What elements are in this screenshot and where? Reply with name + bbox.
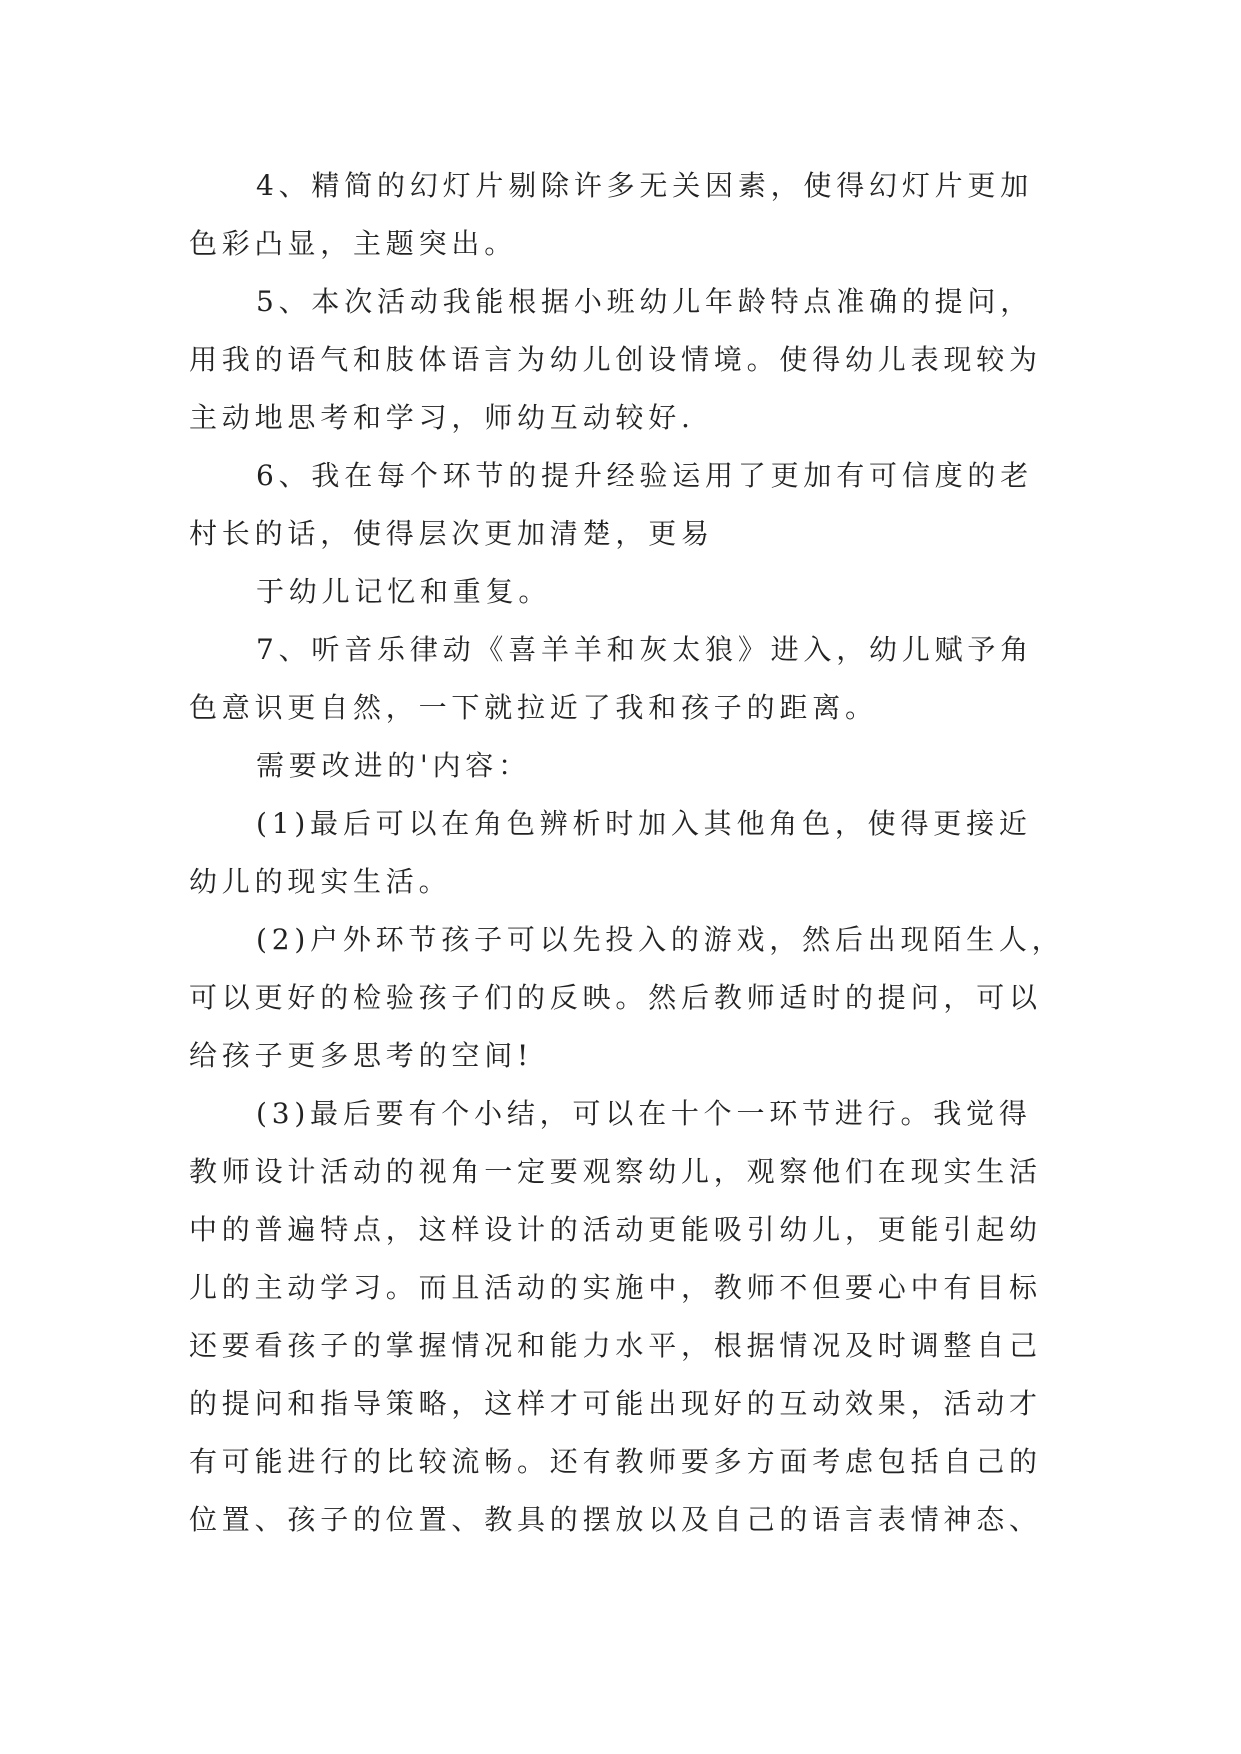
text-line: 有可能进行的比较流畅。还有教师要多方面考虑包括自己的 — [189, 1445, 1042, 1478]
text-line: 给孩子更多思考的空间! — [189, 1039, 534, 1072]
text-line: (2)户外环节孩子可以先投入的游戏，然后出现陌生人， — [256, 923, 1065, 956]
text-line: 色彩凸显，主题突出。 — [189, 227, 518, 260]
text-line: 儿的主动学习。而且活动的实施中，教师不但要心中有目标 — [189, 1271, 1042, 1304]
text-line: 色意识更自然，一下就拉近了我和孩子的距离。 — [189, 691, 878, 724]
text-line: 的提问和指导策略，这样才可能出现好的互动效果，活动才 — [189, 1387, 1042, 1420]
text-line: 5、本次活动我能根据小班幼儿年龄特点准确的提问， — [256, 285, 1034, 318]
text-line: 6、我在每个环节的提升经验运用了更加有可信度的老 — [256, 459, 1034, 492]
text-line: 还要看孩子的掌握情况和能力水平，根据情况及时调整自己 — [189, 1329, 1042, 1362]
text-line: 4、精简的幻灯片剔除许多无关因素，使得幻灯片更加 — [256, 169, 1034, 202]
text-line: 村长的话，使得层次更加清楚，更易 — [189, 517, 714, 550]
text-line: 教师设计活动的视角一定要观察幼儿，观察他们在现实生活 — [189, 1155, 1042, 1188]
text-line: 于幼儿记忆和重复。 — [256, 575, 552, 608]
text-line: 可以更好的检验孩子们的反映。然后教师适时的提问，可以 — [189, 981, 1042, 1014]
text-line: 幼儿的现实生活。 — [189, 865, 452, 898]
text-line: 中的普遍特点，这样设计的活动更能吸引幼儿，更能引起幼 — [189, 1213, 1042, 1246]
text-line: 位置、孩子的位置、教具的摆放以及自己的语言表情神态、 — [189, 1503, 1042, 1536]
text-line: 7、听音乐律动《喜羊羊和灰太狼》进入，幼儿赋予角 — [256, 633, 1034, 666]
text-line: 用我的语气和肢体语言为幼儿创设情境。使得幼儿表现较为 — [189, 343, 1042, 376]
text-line: 主动地思考和学习，师幼互动较好. — [189, 401, 695, 434]
text-line: (1)最后可以在角色辨析时加入其他角色，使得更接近 — [256, 807, 1032, 840]
text-line: 需要改进的'内容： — [256, 749, 531, 782]
text-line: (3)最后要有个小结，可以在十个一环节进行。我觉得 — [256, 1097, 1032, 1130]
